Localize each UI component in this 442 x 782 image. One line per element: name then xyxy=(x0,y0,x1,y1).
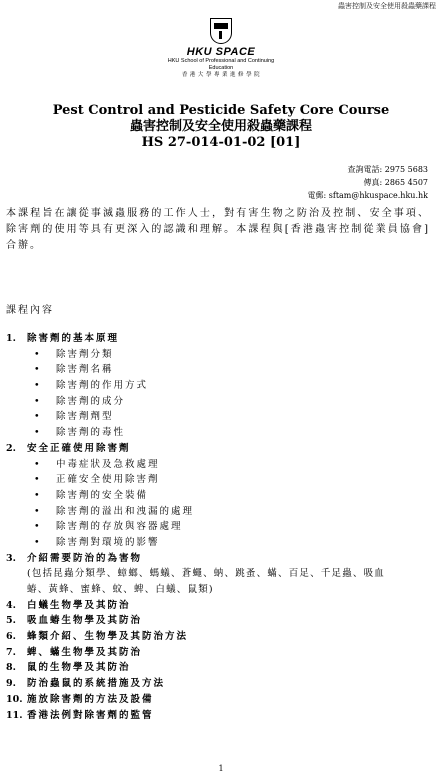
section-title: 蜂類介紹、生物學及其防治方法 xyxy=(27,631,189,643)
section-title: 防治蟲鼠的系統措施及方法 xyxy=(27,678,166,690)
outline-section xyxy=(6,676,432,692)
list-item xyxy=(6,488,432,504)
outline-section xyxy=(6,331,432,347)
course-contents-heading: 課程內容 xyxy=(6,305,54,316)
list-item xyxy=(6,409,432,425)
list-item xyxy=(6,362,432,378)
section-number: 3. xyxy=(6,552,16,564)
section-title: 施放除害劑的方法及設備 xyxy=(27,693,154,705)
course-code: HS 27-014-01-02 [01] xyxy=(141,135,301,150)
bullet-icon: • xyxy=(34,395,40,407)
course-outline xyxy=(6,331,432,723)
list-item-text: 正確安全使用除害劑 xyxy=(56,474,160,486)
logo-subtitle: HKU School of Professional and Continuing Education xyxy=(167,58,275,71)
bullet-icon: • xyxy=(34,474,40,486)
list-item-text: 除害劑的作用方式 xyxy=(56,380,149,392)
list-item-text: 除害劑的成分 xyxy=(56,395,126,407)
section-note-text: 蝽、黃蜂、蜜蜂、蚊、蜱、白蟻、鼠類) xyxy=(27,584,214,595)
outline-section xyxy=(6,645,432,661)
list-item-text: 除害劑分類 xyxy=(56,348,114,360)
section-number: 9. xyxy=(6,678,16,690)
section-title: 安全正確使用除害劑 xyxy=(27,442,131,454)
list-item-text: 除害劑對環境的影響 xyxy=(56,536,160,548)
list-item xyxy=(6,519,432,535)
bullet-icon: • xyxy=(34,489,40,501)
logo-name: HKU SPACE xyxy=(186,46,256,58)
section-title: 除害劑的基本原理 xyxy=(27,333,120,344)
section-title: 鼠的生物學及其防治 xyxy=(27,662,131,674)
bullet-icon: • xyxy=(34,521,40,533)
outline-section xyxy=(6,598,432,614)
section-number: 6. xyxy=(6,631,16,643)
course-title-chinese: 蟲害控制及安全使用殺蟲藥課程 xyxy=(129,119,312,134)
list-item xyxy=(6,472,432,488)
section-note-line xyxy=(6,582,432,598)
section-title: 香港法例對除害劑的監管 xyxy=(27,709,154,721)
bullet-icon: • xyxy=(34,505,40,517)
outline-section xyxy=(6,692,432,708)
bullet-icon: • xyxy=(34,348,40,360)
list-item-text: 除害劑劑型 xyxy=(56,411,114,423)
list-item xyxy=(6,347,432,363)
page-number: 1 xyxy=(218,764,224,773)
outline-section xyxy=(6,660,432,676)
contact-email: 電郵: sftam@hkuspace.hku.hk xyxy=(307,191,428,200)
section-number: 7. xyxy=(6,646,16,658)
course-titles xyxy=(0,103,442,151)
bullet-icon: • xyxy=(34,364,40,376)
course-title-english: Pest Control and Pesticide Safety Core Course xyxy=(52,103,390,118)
section-number: 10. xyxy=(6,693,23,705)
section-title: 介紹需要防治的為害物 xyxy=(27,552,143,564)
section-number: 5. xyxy=(6,615,16,627)
running-header: 蟲害控制及安全使用殺蟲藥課程 xyxy=(338,2,436,10)
bullet-icon: • xyxy=(34,380,40,392)
bullet-icon: • xyxy=(34,536,40,548)
section-title: 吸血蝽生物學及其防治 xyxy=(27,615,143,627)
outline-section xyxy=(6,441,432,457)
section-title: 白蟻生物學及其防治 xyxy=(27,599,131,611)
section-number: 2. xyxy=(6,442,16,454)
section-note-text: (包括昆蟲分類學、蟑螂、螞蟻、蒼蠅、蚋、跳蚤、蟎、百足、千足蟲、吸血 xyxy=(27,568,386,580)
section-number: 1. xyxy=(6,333,16,344)
section-number: 8. xyxy=(6,662,16,674)
list-item-text: 除害劑的溢出和洩漏的處理 xyxy=(56,505,195,517)
list-item-text: 除害劑的安全裝備 xyxy=(56,489,149,501)
list-item-text: 除害劑名稱 xyxy=(56,364,114,376)
contact-fax: 傳真: 2865 4507 xyxy=(363,178,428,187)
list-item xyxy=(6,535,432,551)
section-number: 11. xyxy=(6,709,23,721)
list-item xyxy=(6,394,432,410)
list-item-text: 除害劑的毒性 xyxy=(56,427,126,439)
list-item xyxy=(6,425,432,441)
list-item xyxy=(6,457,432,473)
bullet-icon: • xyxy=(34,411,40,423)
bullet-icon: • xyxy=(34,427,40,439)
hku-space-logo xyxy=(166,18,276,79)
section-note-line xyxy=(6,566,432,582)
section-number: 4. xyxy=(6,599,16,611)
outline-section xyxy=(6,613,432,629)
list-item-text: 中毒症狀及急救處理 xyxy=(56,458,160,470)
list-item xyxy=(6,504,432,520)
bullet-icon: • xyxy=(34,458,40,470)
list-item xyxy=(6,378,432,394)
outline-section xyxy=(6,629,432,645)
outline-section xyxy=(6,551,432,567)
list-item-text: 除害劑的存放與容器處理 xyxy=(56,521,183,533)
contact-phone: 查詢電話: 2975 5683 xyxy=(347,165,428,174)
course-intro-paragraph: 本課程旨在讓從事滅蟲服務的工作人士，對有害生物之防治及控制、安全事項、除害劑的使用等具有更深入的認識和理解。本課程與[香港蟲害控制從業員協會]合辦。 xyxy=(6,208,430,251)
logo-chinese-name: 香 港 大 學 專 業 進 修 學 院 xyxy=(181,72,261,78)
outline-section xyxy=(6,708,432,724)
contact-info xyxy=(308,163,428,202)
university-crest-icon xyxy=(210,18,232,44)
section-title: 蜱、蟎生物學及其防治 xyxy=(27,646,143,658)
